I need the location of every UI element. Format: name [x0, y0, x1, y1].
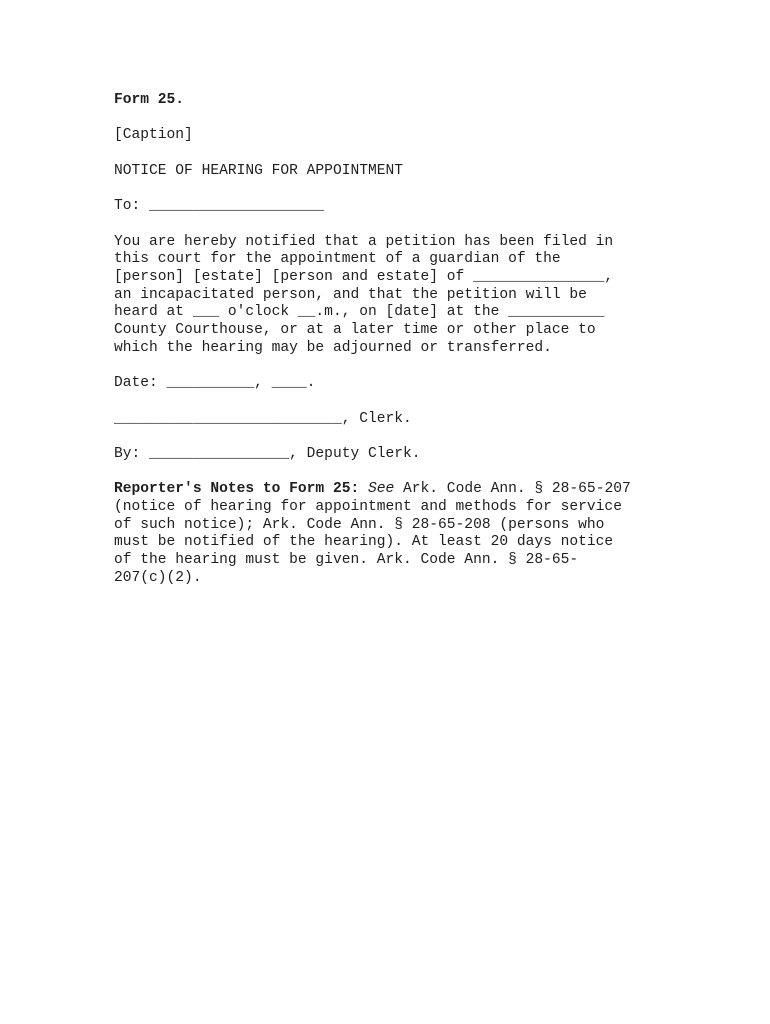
body-line: this court for the appointment of a guardian of the	[114, 251, 561, 268]
date-line: Date: __________, ____.	[114, 375, 316, 392]
caption-block	[114, 127, 714, 145]
body-line: County Courthouse, or at a later time or other place to	[114, 322, 596, 339]
notes-first-line-rest: Ark. Code Ann. § 28-65-207	[394, 481, 631, 498]
notes-line: of such notice); Ark. Code Ann. § 28-65-208 (persons who	[114, 516, 605, 533]
form-title: Form 25.	[114, 92, 185, 108]
deputy-signature-block	[114, 446, 714, 464]
notes-first-line	[114, 481, 714, 499]
notes-line: 207(c)(2).	[114, 569, 202, 586]
body-line: heard at ___ o'clock __.m., on [date] at the ___________	[114, 304, 605, 321]
reporters-notes	[114, 481, 714, 587]
caption: [Caption]	[114, 127, 193, 144]
notes-line: must be notified of the hearing). At least 20 days notice	[114, 534, 614, 551]
form-title-block	[114, 92, 714, 110]
notes-see: See	[367, 481, 395, 498]
to-line: To: ____________________	[114, 198, 325, 215]
clerk-line: __________________________, Clerk.	[114, 410, 412, 427]
body-line: an incapacitated person, and that the petition will be	[114, 286, 587, 303]
date-block	[114, 375, 714, 393]
body-line: You are hereby notified that a petition has been filed in	[114, 233, 614, 250]
deputy-clerk-line: By: ________________, Deputy Clerk.	[114, 445, 421, 462]
notice-body	[114, 234, 714, 358]
clerk-signature-block	[114, 411, 714, 429]
notice-heading-block	[114, 163, 714, 181]
body-line: [person] [estate] [person and estate] of _______________,	[114, 268, 614, 285]
body-line: which the hearing may be adjourned or transferred.	[114, 339, 552, 356]
notice-heading: NOTICE OF HEARING FOR APPOINTMENT	[114, 162, 404, 179]
to-block	[114, 198, 714, 216]
notes-line: (notice of hearing for appointment and methods for service	[114, 499, 622, 516]
document-page	[114, 92, 714, 605]
notes-label: Reporter's Notes to Form 25:	[114, 481, 360, 498]
notes-line: of the hearing must be given. Ark. Code Ann. § 28-65-	[114, 552, 579, 569]
